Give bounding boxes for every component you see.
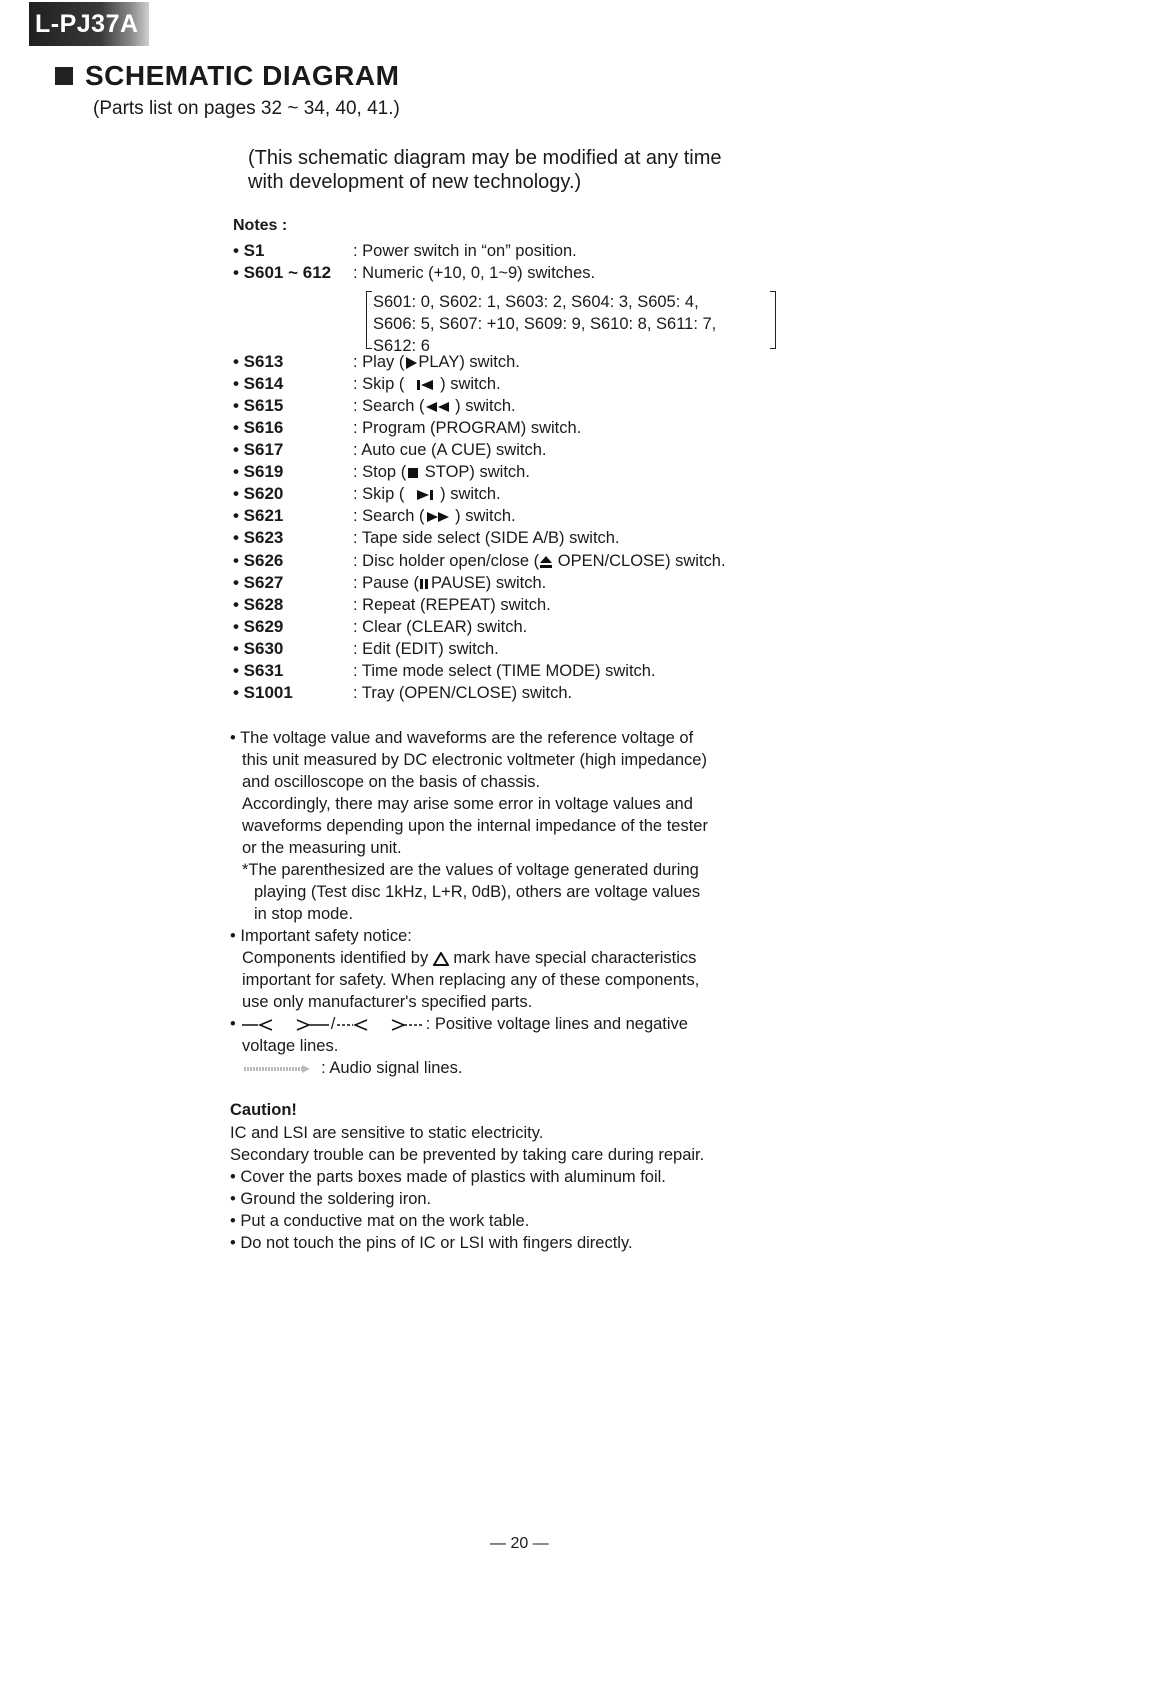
warning-triangle-icon <box>433 952 449 966</box>
numeric-map-line: S601: 0, S602: 1, S603: 2, S604: 3, S605: 4, <box>373 293 699 311</box>
caution-line: Secondary trouble can be prevented by taking care during repair. <box>230 1146 705 1164</box>
switch-code: • S631 <box>233 661 284 680</box>
switch-code: • S623 <box>233 528 284 547</box>
voltage-subline: playing (Test disc 1kHz, L+R, 0dB), others are voltage values <box>254 883 701 901</box>
eject-icon <box>539 555 553 569</box>
switch-desc: : Disc holder open/close ( OPEN/CLOSE) switch. <box>353 552 726 570</box>
numeric-map-line: S606: 5, S607: +10, S609: 9, S610: 8, S611: 7, <box>373 315 717 333</box>
play-icon <box>404 356 418 370</box>
switch-code: • S627 <box>233 573 284 592</box>
switch-desc: : Tape side select (SIDE A/B) switch. <box>353 529 620 547</box>
voltage-note <box>230 727 790 1079</box>
switch-desc: : Skip ( ) switch. <box>353 485 501 503</box>
switch-code: • S616 <box>233 418 284 437</box>
switch-code: • S615 <box>233 396 284 415</box>
parts-list-reference: (Parts list on pages 32 ~ 34, 40, 41.) <box>93 98 400 119</box>
switch-code: • S619 <box>233 462 284 481</box>
caution-line: • Put a conductive mat on the work table. <box>230 1212 530 1230</box>
safety-line: important for safety. When replacing any of these components, <box>242 971 700 989</box>
switch-code: • S628 <box>233 595 284 614</box>
switch-desc: : Search ( ) switch. <box>353 397 516 415</box>
positive-line-icon <box>240 1019 276 1031</box>
safety-line: Components identified by mark have special characteristics <box>242 949 697 967</box>
switch-desc: : Auto cue (A CUE) switch. <box>353 441 547 459</box>
switch-code: • S630 <box>233 639 284 658</box>
negative-line-end-icon <box>390 1019 426 1031</box>
voltage-line-legend: • / : Positive voltage lines and negative <box>230 1015 688 1033</box>
switch-code: • S621 <box>233 506 284 525</box>
page-number: — 20 — <box>490 1535 549 1552</box>
notes-heading: Notes : <box>233 217 288 234</box>
switch-code: • S601 ~ 612 <box>233 263 332 282</box>
safety-line: use only manufacturer's specified parts. <box>242 993 533 1011</box>
switch-code: • S1001 <box>233 683 293 702</box>
caution-line: • Ground the soldering iron. <box>230 1190 432 1208</box>
rewind-icon <box>425 400 451 414</box>
switch-code: • S613 <box>233 352 284 371</box>
caution-line: • Cover the parts boxes made of plastics with aluminum foil. <box>230 1168 666 1186</box>
switch-desc: : Search ( ) switch. <box>353 507 516 525</box>
voltage-subline: *The parenthesized are the values of voltage generated during <box>242 861 699 879</box>
audio-signal-arrow-icon <box>242 1064 312 1074</box>
negative-line-icon <box>335 1019 371 1031</box>
switch-desc: : Play ( PLAY) switch. <box>353 353 520 371</box>
voltage-subline: in stop mode. <box>254 905 354 923</box>
switch-desc: : Program (PROGRAM) switch. <box>353 419 582 437</box>
voltage-line: this unit measured by DC electronic voltmeter (high impedance) <box>242 751 707 769</box>
voltage-line: waveforms depending upon the internal impedance of the tester <box>242 817 708 835</box>
switch-code: • S614 <box>233 374 284 393</box>
switch-desc: : Tray (OPEN/CLOSE) switch. <box>353 684 573 702</box>
switch-desc: : Clear (CLEAR) switch. <box>353 618 528 636</box>
switch-desc: : Numeric (+10, 0, 1~9) switches. <box>353 264 596 282</box>
positive-line-end-icon <box>295 1019 331 1031</box>
switch-desc: : Repeat (REPEAT) switch. <box>353 596 551 614</box>
caution-list <box>230 1122 830 1254</box>
section-square-icon <box>55 67 73 85</box>
caution-line: IC and LSI are sensitive to static electricity. <box>230 1124 544 1142</box>
voltage-line-legend-cont: voltage lines. <box>242 1037 339 1055</box>
switch-code: • S626 <box>233 551 284 570</box>
switch-desc: : Edit (EDIT) switch. <box>353 640 499 658</box>
page-title: SCHEMATIC DIAGRAM <box>85 60 400 91</box>
switch-desc: : Pause ( PAUSE) switch. <box>353 574 547 592</box>
switch-code: • S1 <box>233 241 265 260</box>
voltage-line: • The voltage value and waveforms are the reference voltage of <box>230 729 694 747</box>
caution-heading: Caution! <box>230 1101 297 1119</box>
caution-line: • Do not touch the pins of IC or LSI with fingers directly. <box>230 1234 633 1252</box>
switch-code: • S629 <box>233 617 284 636</box>
switch-desc: : Stop ( STOP) switch. <box>353 463 530 481</box>
stop-icon <box>406 466 420 480</box>
switch-code: • S617 <box>233 440 284 459</box>
skip-back-icon <box>414 378 436 392</box>
switch-code: • S620 <box>233 484 284 503</box>
title-row <box>55 60 399 92</box>
numeric-map-line: S612: 6 <box>373 337 430 355</box>
intro-note <box>248 146 808 194</box>
switch-desc: : Skip ( ) switch. <box>353 375 501 393</box>
voltage-line: Accordingly, there may arise some error in voltage values and <box>242 795 693 813</box>
intro-line-1: (This schematic diagram may be modified at any time <box>248 147 722 169</box>
fast-forward-icon <box>425 510 451 524</box>
switch-desc: : Power switch in “on” position. <box>353 242 577 260</box>
pause-icon <box>419 577 431 591</box>
numeric-switch-map <box>366 291 776 355</box>
switch-desc: : Time mode select (TIME MODE) switch. <box>353 662 656 680</box>
model-tag: L-PJ37A <box>29 2 149 46</box>
intro-line-2: with development of new technology.) <box>248 171 582 193</box>
voltage-line: or the measuring unit. <box>242 839 402 857</box>
audio-line-legend: : Audio signal lines. <box>230 1057 790 1079</box>
safety-heading: • Important safety notice: <box>230 927 412 945</box>
skip-forward-icon <box>414 488 436 502</box>
voltage-line: and oscilloscope on the basis of chassis. <box>242 773 541 791</box>
